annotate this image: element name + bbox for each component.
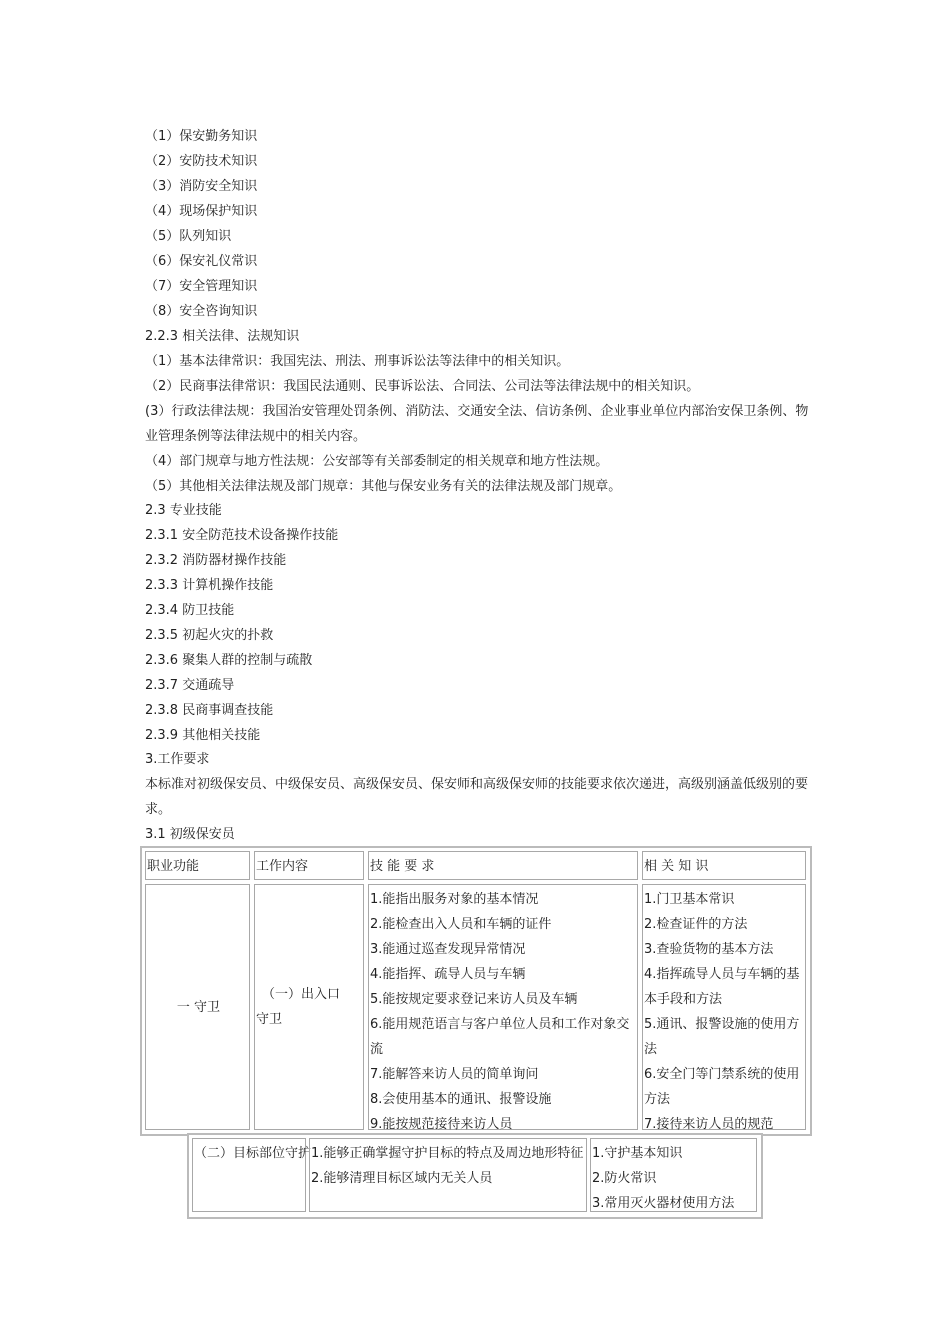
- content-label: （一）出入口守卫: [256, 987, 341, 1027]
- law-heading: 2.2.3 相关法律、法规知识: [145, 329, 300, 344]
- skill-item: 2.3.8 民商事调查技能: [145, 703, 274, 718]
- skill-requirement: 8.会使用基本的通讯、报警设施: [370, 1092, 552, 1107]
- knowledge-item: （6）保安礼仪常识: [145, 254, 258, 269]
- table-cell-skills: [368, 884, 638, 1130]
- knowledge-requirement: 4.指挥疏导人员与车辆的基本手段和方法: [644, 967, 800, 1007]
- knowledge-requirement: 5.通讯、报警设施的使用方法: [644, 1017, 800, 1057]
- skill-requirement: 3.能通过巡查发现异常情况: [370, 942, 526, 957]
- skill-requirement: 7.能解答来访人员的简单询问: [370, 1067, 539, 1082]
- knowledge-requirement: 1.守护基本知识: [592, 1146, 683, 1161]
- function-label: 一 守卫: [176, 1000, 221, 1015]
- header-content: 工作内容: [256, 859, 309, 874]
- knowledge-item: （5）队列知识: [145, 229, 232, 244]
- header-knowledge: 相 关 知 识: [644, 859, 709, 874]
- knowledge-item: （8）安全咨询知识: [145, 304, 258, 319]
- table-cell-knowledge: [642, 884, 806, 1130]
- law-item: (3）行政法律法规：我国治安管理处罚条例、消防法、交通安全法、信访条例、企业事业单位内部治安保卫条例、物业管理条例等法律法规中的相关内容。: [145, 404, 809, 444]
- law-item: （1）基本法律常识：我国宪法、刑法、刑事诉讼法等法律中的相关知识。: [145, 354, 570, 369]
- table-header-cell: [368, 851, 638, 880]
- work-paragraph: 本标准对初级保安员、中级保安员、高级保安员、保安师和高级保安师的技能要求依次递进，高级别涵盖低级别的要求。: [145, 777, 809, 817]
- knowledge-requirement: 3.常用灭火器材使用方法: [592, 1196, 735, 1211]
- skill-requirement: 6.能用规范语言与客户单位人员和工作对象交流: [370, 1017, 630, 1057]
- skill-requirement: 2.能够清理目标区域内无关人员: [311, 1171, 493, 1186]
- skill-requirement: 5.能按规定要求登记来访人员及车辆: [370, 992, 578, 1007]
- law-item: （2）民商事法律常识：我国民法通则、民事诉讼法、合同法、公司法等法律法规中的相关知识。: [145, 379, 700, 394]
- knowledge-item: （7）安全管理知识: [145, 279, 258, 294]
- knowledge-requirement: 7.接待来访人员的规范: [644, 1117, 774, 1132]
- knowledge-item: （4）现场保护知识: [145, 204, 258, 219]
- skill-item: 2.3.5 初起火灾的扑救: [145, 628, 274, 643]
- table-cell-function: [145, 884, 250, 1130]
- skill-item: 2.3.3 计算机操作技能: [145, 578, 274, 593]
- skill-item: 2.3.6 聚集人群的控制与疏散: [145, 653, 313, 668]
- skills-heading: 2.3 专业技能: [145, 503, 222, 518]
- table-header-cell: [254, 851, 364, 880]
- table-header-cell: [145, 851, 250, 880]
- table-cell-content: [192, 1138, 312, 1212]
- knowledge-item: （1）保安勤务知识: [145, 129, 258, 144]
- level-heading: 3.1 初级保安员: [145, 827, 235, 842]
- work-heading: 3.工作要求: [145, 752, 210, 767]
- knowledge-requirement: 3.查验货物的基本方法: [644, 942, 774, 957]
- table-cell-skills: [309, 1138, 587, 1212]
- skill-requirement: 9.能按规范接待来访人员: [370, 1117, 513, 1132]
- header-function: 职业功能: [147, 859, 200, 874]
- knowledge-item: （3）消防安全知识: [145, 179, 258, 194]
- skills-table: [140, 846, 812, 1136]
- table-header-cell: [642, 851, 806, 880]
- skill-requirement: 1.能够正确掌握守护目标的特点及周边地形特征: [311, 1146, 584, 1161]
- skill-item: 2.3.7 交通疏导: [145, 678, 235, 693]
- law-item: （5）其他相关法律法规及部门规章：其他与保安业务有关的法律法规及部门规章。: [145, 479, 622, 494]
- knowledge-requirement: 1.门卫基本常识: [644, 892, 735, 907]
- target-guard-table: [187, 1133, 763, 1219]
- skill-requirement: 2.能检查出入人员和车辆的证件: [370, 917, 552, 932]
- skill-requirement: 4.能指挥、疏导人员与车辆: [370, 967, 526, 982]
- header-skills: 技 能 要 求: [370, 859, 435, 874]
- skill-item: 2.3.4 防卫技能: [145, 603, 235, 618]
- skill-item: 2.3.2 消防器材操作技能: [145, 553, 287, 568]
- skill-item: 2.3.9 其他相关技能: [145, 728, 261, 743]
- skill-item: 2.3.1 安全防范技术设备操作技能: [145, 528, 339, 543]
- skill-requirement: 1.能指出服务对象的基本情况: [370, 892, 539, 907]
- knowledge-requirement: 2.防火常识: [592, 1171, 657, 1186]
- knowledge-requirement: 2.检查证件的方法: [644, 917, 748, 932]
- table-cell-knowledge: [590, 1138, 757, 1212]
- law-item: （4）部门规章与地方性法规：公安部等有关部委制定的相关规章和地方性法规。: [145, 454, 609, 469]
- knowledge-item: （2）安防技术知识: [145, 154, 258, 169]
- content-label: （二）目标部位守护: [194, 1146, 312, 1161]
- knowledge-requirement: 6.安全门等门禁系统的使用方法: [644, 1067, 800, 1107]
- table-cell-content: [254, 884, 364, 1130]
